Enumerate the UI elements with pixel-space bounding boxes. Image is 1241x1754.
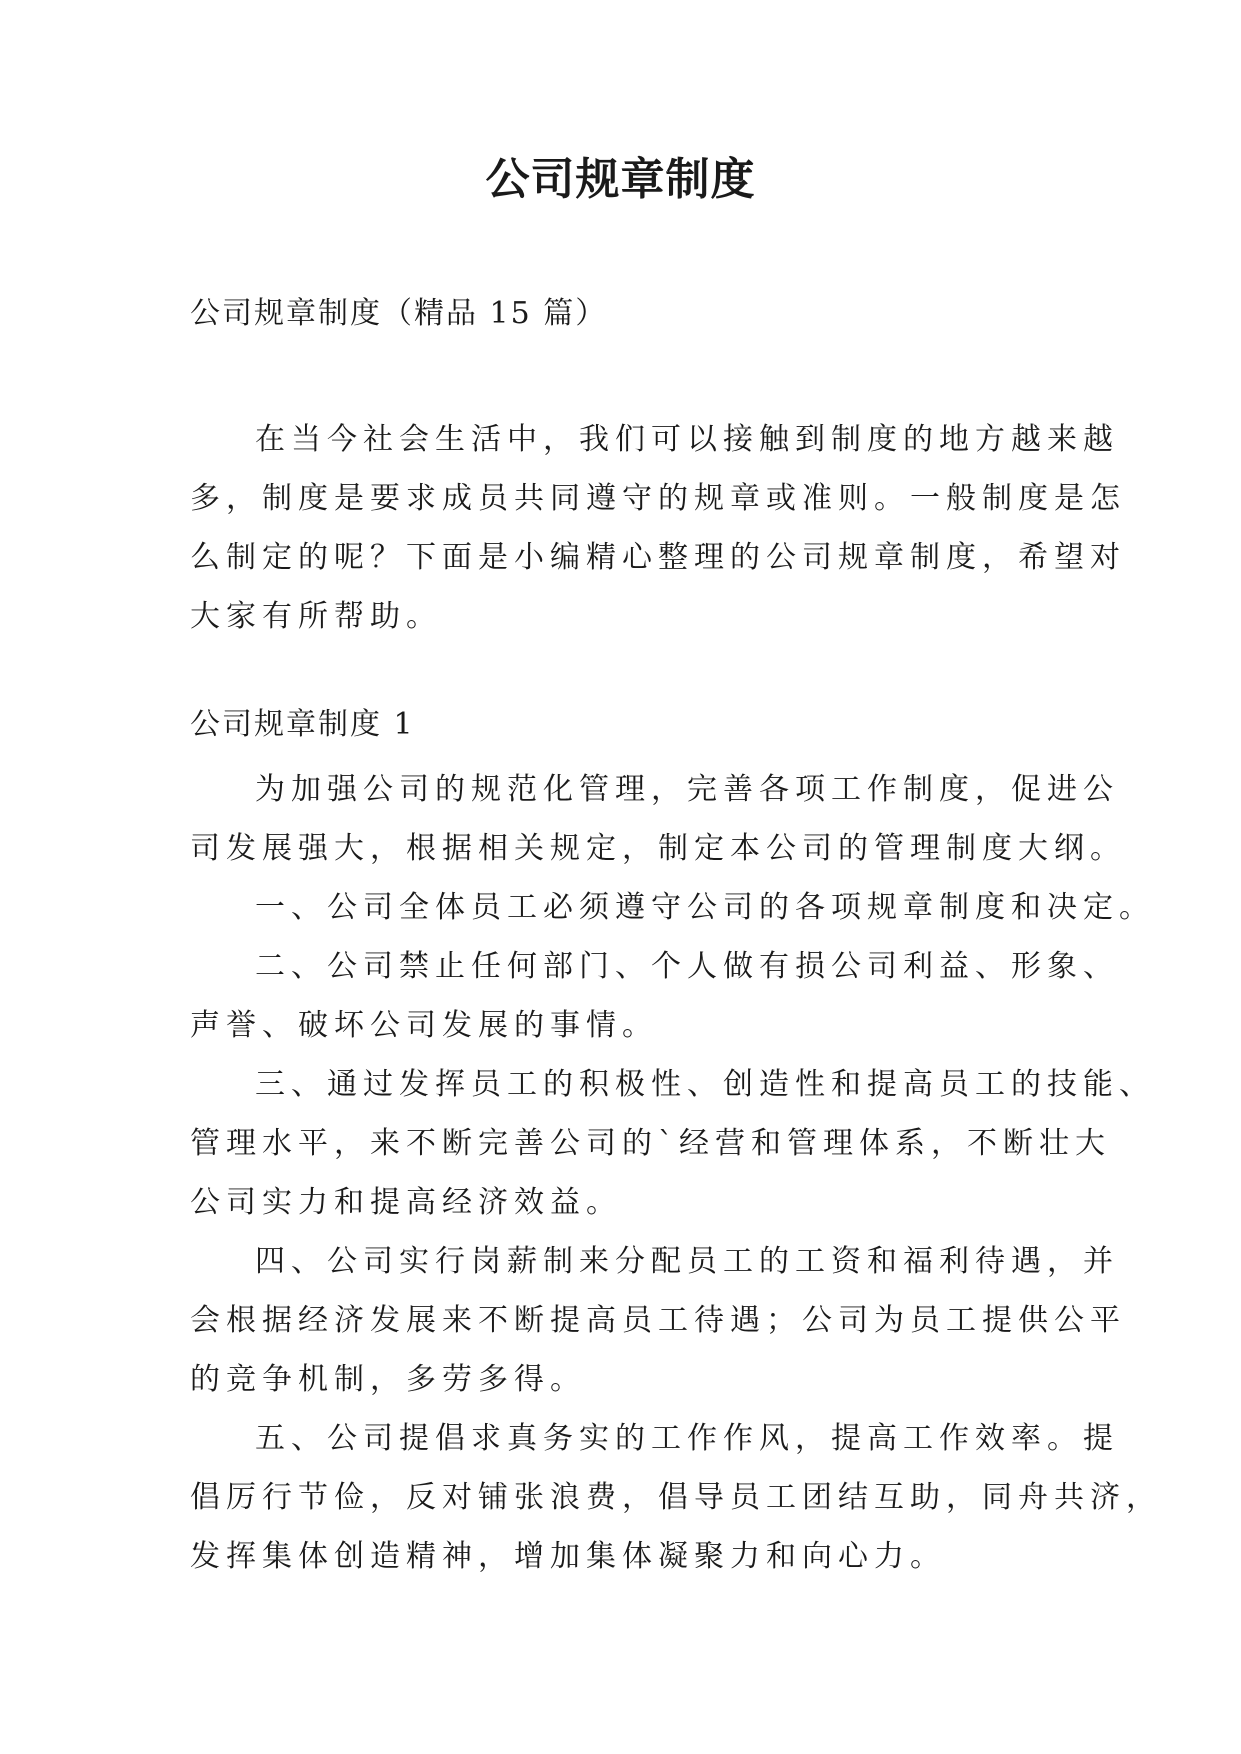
document-subtitle: 公司规章制度（精品 15 篇） bbox=[190, 296, 608, 331]
intro-paragraph bbox=[190, 410, 1126, 646]
document-title: 公司规章制度 bbox=[485, 154, 756, 205]
body-line: 三、通过发挥员工的积极性、创造性和提高员工的技能、 bbox=[255, 1067, 1155, 1102]
intro-line: 么制定的呢？下面是小编精心整理的公司规章制度，希望对 bbox=[190, 540, 1126, 575]
body-line: 管理水平，来不断完善公司的`经营和管理体系，不断壮大 bbox=[190, 1126, 1111, 1161]
body-line: 公司实力和提高经济效益。 bbox=[190, 1185, 622, 1220]
section-body bbox=[190, 760, 1162, 1586]
body-line: 四、公司实行岗薪制来分配员工的工资和福利待遇，并 bbox=[255, 1244, 1119, 1279]
body-line: 二、公司禁止任何部门、个人做有损公司利益、形象、 bbox=[255, 949, 1119, 984]
intro-line: 多，制度是要求成员共同遵守的规章或准则。一般制度是怎 bbox=[190, 481, 1126, 516]
section-heading: 公司规章制度 1 bbox=[190, 707, 415, 742]
body-line: 会根据经济发展来不断提高员工待遇；公司为员工提供公平 bbox=[190, 1303, 1126, 1338]
body-line: 一、公司全体员工必须遵守公司的各项规章制度和决定。 bbox=[255, 890, 1155, 925]
body-line: 五、公司提倡求真务实的工作作风，提高工作效率。提 bbox=[255, 1421, 1119, 1456]
body-line: 为加强公司的规范化管理，完善各项工作制度，促进公 bbox=[255, 772, 1119, 807]
intro-line: 大家有所帮助。 bbox=[190, 599, 442, 634]
body-line: 的竞争机制，多劳多得。 bbox=[190, 1362, 586, 1397]
body-line: 司发展强大，根据相关规定，制定本公司的管理制度大纲。 bbox=[190, 831, 1126, 866]
body-line: 声誉、破坏公司发展的事情。 bbox=[190, 1008, 658, 1043]
body-line: 倡厉行节俭，反对铺张浪费，倡导员工团结互助，同舟共济， bbox=[190, 1480, 1162, 1515]
body-line: 发挥集体创造精神，增加集体凝聚力和向心力。 bbox=[190, 1539, 946, 1574]
intro-line: 在当今社会生活中，我们可以接触到制度的地方越来越 bbox=[255, 422, 1119, 457]
